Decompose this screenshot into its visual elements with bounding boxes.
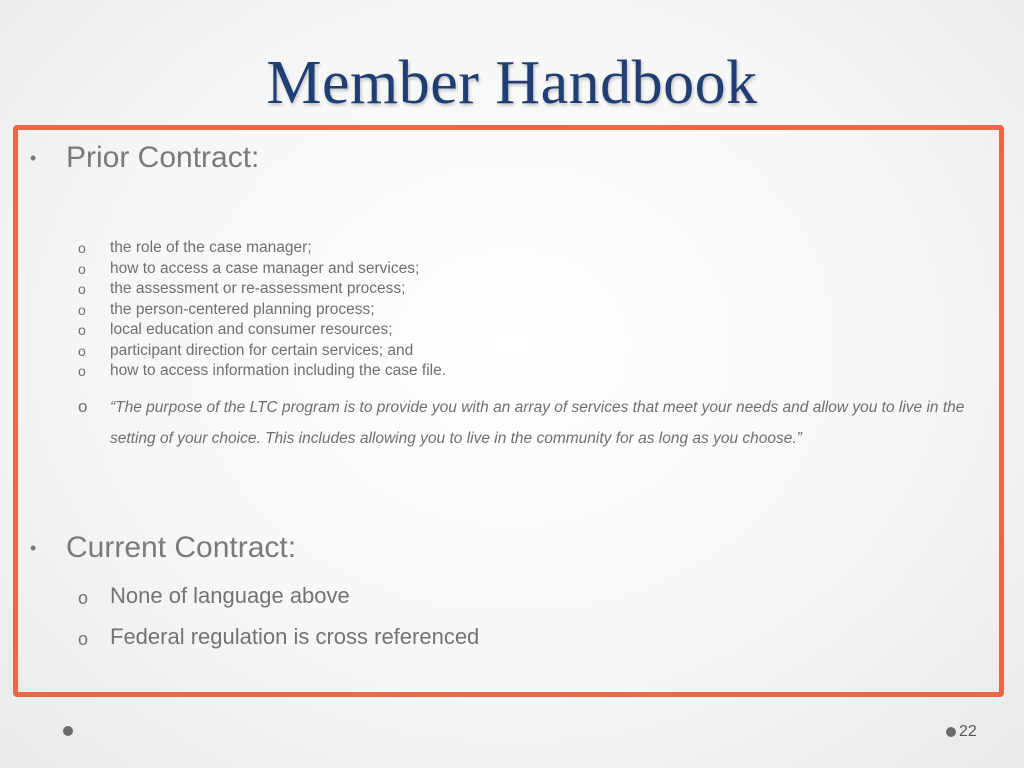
circle-bullet-icon: o	[78, 629, 89, 649]
footer-dot-icon	[63, 726, 73, 736]
current-contract-label: Current Contract:	[66, 531, 297, 564]
bullet-icon: •	[30, 538, 37, 558]
circle-bullet-icon: o	[78, 260, 86, 277]
circle-bullet-icon: o	[78, 397, 88, 416]
slide-title: Member Handbook	[266, 49, 758, 117]
circle-bullet-icon: o	[78, 322, 86, 338]
circle-bullet-icon: o	[78, 342, 86, 359]
circle-bullet-icon: o	[78, 281, 86, 297]
prior-contract-label: Prior Contract:	[66, 141, 260, 174]
footer-dot-icon	[946, 727, 956, 737]
bullet-icon: •	[30, 148, 37, 168]
program-purpose-quote: “The purpose of the LTC program is to provide you with an array of services that meet your needs and allow you to live in the setting of your choice. This includes allowing you to live in the community for as long as you choose.”	[110, 399, 965, 447]
page-number: 22	[959, 723, 977, 740]
circle-bullet-icon: o	[78, 301, 86, 318]
circle-bullet-icon: o	[78, 363, 86, 379]
circle-bullet-icon: o	[78, 240, 86, 256]
circle-bullet-icon: o	[78, 588, 89, 608]
